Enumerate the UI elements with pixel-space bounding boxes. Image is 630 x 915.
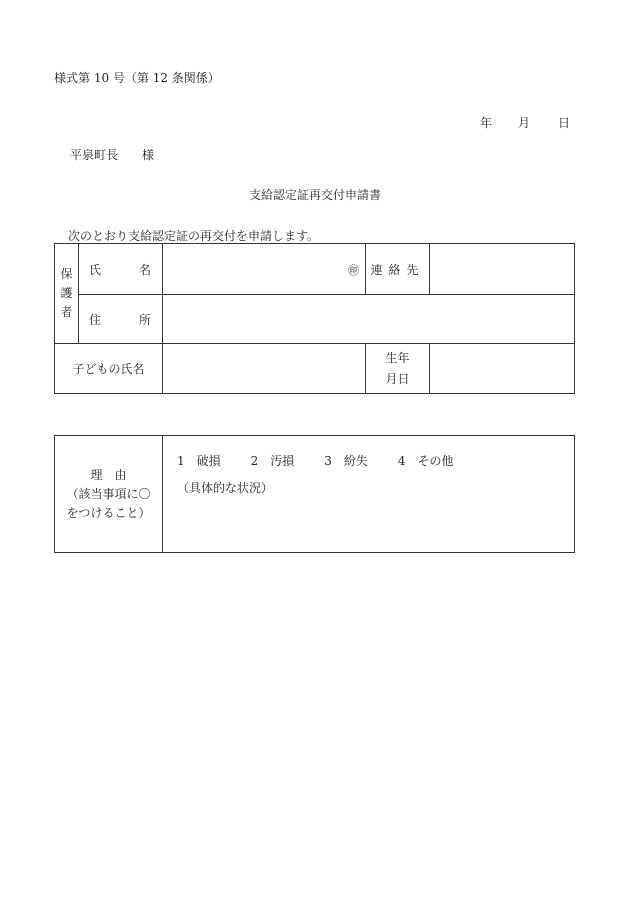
reason-options xyxy=(177,452,574,469)
reason-option-other[interactable]: 4 その他 xyxy=(397,454,454,468)
guardian-name-field[interactable] xyxy=(163,244,366,295)
document-title: 支給認定証再交付申請書 xyxy=(248,188,381,202)
child-name-field[interactable] xyxy=(163,344,366,394)
seal-mark: ㊞ xyxy=(348,264,359,277)
guardian-label-char: 者 xyxy=(60,305,73,319)
label-char: 住 xyxy=(89,312,102,327)
reason-option-lost[interactable]: 3 紛失 xyxy=(324,454,368,468)
reason-detail-label: （具体的な状況） xyxy=(177,481,274,495)
reason-option-damaged[interactable]: 1 破損 xyxy=(177,454,221,468)
reason-option-soiled[interactable]: 2 汚損 xyxy=(250,454,295,468)
guardian-name-label xyxy=(79,244,163,295)
birthdate-label xyxy=(366,344,430,394)
reason-label-main: 理 由 xyxy=(90,467,127,482)
child-name-label: 子どもの氏名 xyxy=(55,344,163,394)
date-day-label: 日 xyxy=(558,116,571,130)
intro-text: 次のとおり支給認定証の再交付を申請します。 xyxy=(68,229,320,243)
reason-label-note: （該当事項に〇 xyxy=(66,486,151,501)
guardian-label-char: 保 xyxy=(60,267,73,281)
reason-field[interactable] xyxy=(163,436,575,553)
birthdate-label-line: 生年 xyxy=(385,350,410,365)
guardian-address-field[interactable] xyxy=(163,295,575,344)
reason-label xyxy=(55,436,163,553)
contact-field[interactable] xyxy=(430,244,575,295)
birthdate-field[interactable] xyxy=(430,344,575,394)
guardian-address-label xyxy=(79,295,163,344)
date-year-label: 年 xyxy=(480,116,493,130)
form-number: 様式第 10 号（第 12 条関係） xyxy=(54,71,220,85)
contact-label: 連絡先 xyxy=(366,244,430,295)
date-month-label: 月 xyxy=(518,116,531,130)
applicant-table xyxy=(54,243,575,394)
label-char: 所 xyxy=(138,312,151,327)
guardian-label-char: 護 xyxy=(60,286,73,300)
reason-table xyxy=(54,435,575,553)
birthdate-label-line: 月日 xyxy=(385,371,410,386)
addressee: 平泉町長 様 xyxy=(70,148,155,162)
label-char: 氏 xyxy=(89,262,102,277)
guardian-label xyxy=(55,244,79,344)
reason-label-note: をつけること） xyxy=(66,505,151,520)
label-char: 名 xyxy=(138,262,151,277)
date-line xyxy=(480,114,570,131)
